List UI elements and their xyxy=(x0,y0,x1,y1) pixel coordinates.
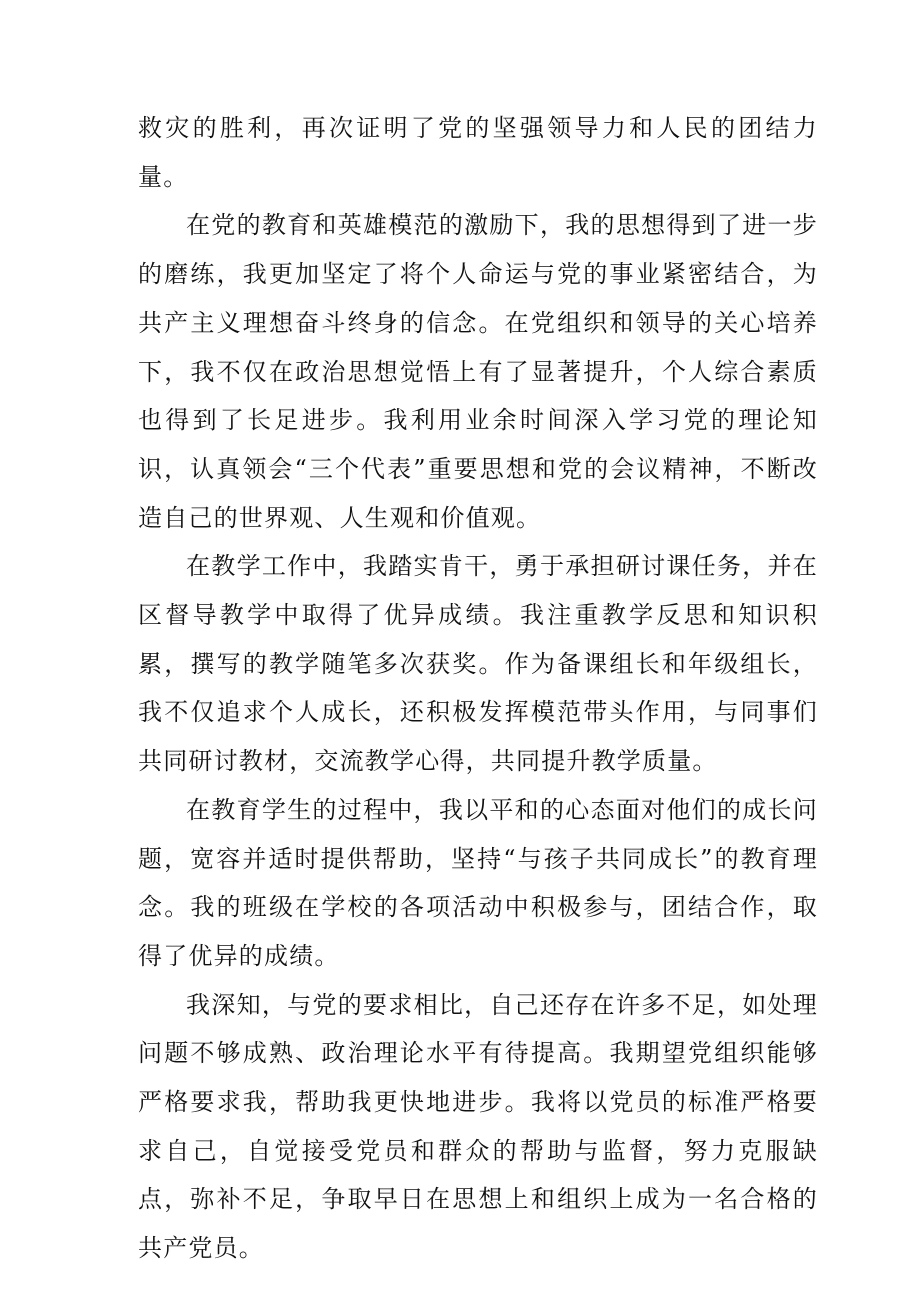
paragraph-political-growth: 在党的教育和英雄模范的激励下，我的思想得到了进一步的磨练，我更加坚定了将个人命运与党的事业紧密结合，为共产主义理想奋斗终身的信念。在党组织和领导的关心培养下，我不仅在政治思想觉悟上有了显著提升，个人综合素质也得到了长足进步。我利用业余时间深入学习党的理论知识，认真领会“三个代表”重要思想和党的会议精神，不断改造自己的世界观、人生观和价值观。 xyxy=(138,211,818,532)
document-page xyxy=(138,104,818,1273)
paragraph-shortcomings: 我深知，与党的要求相比，自己还存在许多不足，如处理问题不够成熟、政治理论水平有待提高。我期望党组织能够严格要求我，帮助我更快地进步。我将以党员的标准严格要求自己，自觉接受党员和群众的帮助与监督，努力克服缺点，弥补不足，争取早日在思想上和组织上成为一名合格的共产党员。 xyxy=(138,990,818,1263)
paragraph-continuation: 救灾的胜利，再次证明了党的坚强领导力和人民的团结力量。 xyxy=(138,114,818,191)
paragraph-teaching-work: 在教学工作中，我踏实肯干，勇于承担研讨课任务，并在区督导教学中取得了优异成绩。我注重教学反思和知识积累，撰写的教学随笔多次获奖。作为备课组长和年级组长，我不仅追求个人成长，还积极发挥模范带头作用，与同事们共同研讨教材，交流教学心得，共同提升教学质量。 xyxy=(138,552,818,776)
paragraph-student-education: 在教育学生的过程中，我以平和的心态面对他们的成长问题，宽容并适时提供帮助，坚持“与孩子共同成长”的教育理念。我的班级在学校的各项活动中积极参与，团结合作，取得了优异的成绩。 xyxy=(138,795,818,970)
